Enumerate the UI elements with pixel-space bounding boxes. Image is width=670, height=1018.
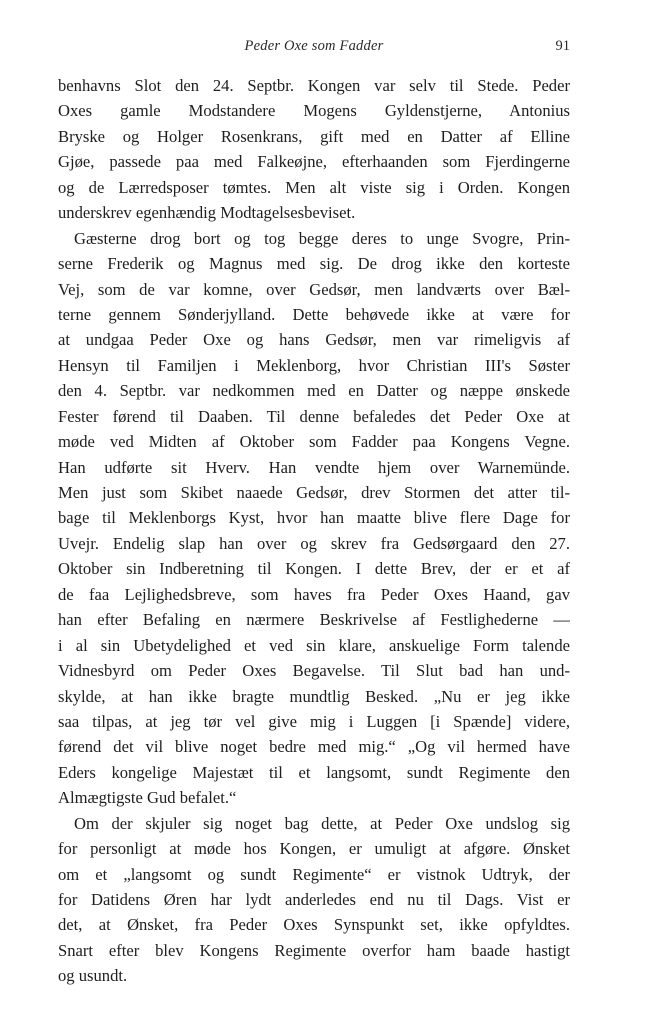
text-line: Gæsterne drog bort og tog begge deres to unge Svogre, Prin- xyxy=(74,228,570,248)
text-line: førend det vil blive noget bedre med mig.“ „Og vil hermed have xyxy=(58,737,570,757)
text-line: benhavns Slot den 24. Septbr. Kongen var selv til Stede. Peder xyxy=(58,76,570,95)
text-line: serne Frederik og Magnus med sig. De drog ikke den korteste xyxy=(58,254,570,274)
text-line: for Datidens Øren har lydt anderledes end nu til Dags. Vist er xyxy=(58,890,570,909)
paragraph xyxy=(58,73,570,226)
body-text xyxy=(58,73,570,989)
text-line: Vidnesbyrd om Peder Oxes Begavelse. Til Slut bad han und- xyxy=(58,661,570,681)
text-line: Oktober sin Indberetning til Kongen. I dette Brev, der er et af xyxy=(58,559,570,579)
text-line: Oxes gamle Modstandere Mogens Gyldenstjerne, Antonius xyxy=(58,101,570,121)
text-line: Gjøe, passede paa med Falkeøjne, efterhaanden som Fjerdingerne xyxy=(58,152,570,172)
text-line: bage til Meklenborgs Kyst, hvor han maatte blive flere Dage for xyxy=(58,508,570,528)
paragraph xyxy=(58,811,570,989)
running-title: Peder Oxe som Fadder xyxy=(244,38,384,54)
running-head xyxy=(58,38,570,58)
text-line: underskrev egenhændig Modtagelsesbeviset. xyxy=(58,203,356,223)
text-line: Bryske og Holger Rosenkrans, gift med en Datter af Elline xyxy=(58,126,570,146)
text-line: Snart efter blev Kongens Regimente overfor ham baade hastigt xyxy=(58,940,570,960)
text-line: Han udførte sit Hverv. Han vendte hjem over Warnemünde. xyxy=(58,457,570,477)
text-line: Vej, som de var komne, over Gedsør, men landværts over Bæl- xyxy=(58,279,570,299)
text-line: den 4. Septbr. var nedkommen med en Datter og næppe ønskede xyxy=(58,381,570,401)
text-line: Men just som Skibet naaede Gedsør, drev Stormen det atter til- xyxy=(58,483,570,502)
text-line: det, at Ønsket, fra Peder Oxes Synspunkt set, ikke opfyldtes. xyxy=(58,915,570,935)
text-line: Fester førend til Daaben. Til denne befaledes det Peder Oxe at xyxy=(58,406,570,426)
text-line: og de Lærredsposer tømtes. Men alt viste sig i Orden. Kongen xyxy=(58,177,570,197)
text-line: Hensyn til Familjen i Meklenborg, hvor Christian III's Søster xyxy=(58,355,570,375)
text-line: og usundt. xyxy=(58,966,128,986)
text-line: for personligt at møde hos Kongen, er umuligt at afgøre. Ønsket xyxy=(58,839,570,859)
text-line: de faa Lejlighedsbreve, som haves fra Peder Oxes Haand, gav xyxy=(58,584,570,604)
text-line: om et „langsomt og sundt Regimente“ er vistnok Udtryk, der xyxy=(58,864,570,884)
text-line: Almægtigste Gud befalet.“ xyxy=(58,788,237,808)
text-line: i al sin Ubetydelighed et ved sin klare, anskuelige Form talende xyxy=(58,635,570,655)
text-line: Eders kongelige Majestæt til et langsomt, sundt Regimente den xyxy=(58,762,570,782)
text-line: terne gennem Sønderjylland. Dette behøvede ikke at være for xyxy=(58,304,570,324)
text-line: han efter Befaling en nærmere Beskrivelse af Festlighederne — xyxy=(58,610,570,630)
text-line: saa tilpas, at jeg tør vel give mig i Luggen [i Spænde] videre, xyxy=(58,711,570,731)
text-line: skylde, at han ikke bragte mundtlig Besked. „Nu er jeg ikke xyxy=(58,686,570,706)
text-line: møde ved Midten af Oktober som Fadder paa Kongens Vegne. xyxy=(58,432,570,452)
paragraph xyxy=(58,226,570,811)
text-line: Uvejr. Endelig slap han over og skrev fra Gedsørgaard den 27. xyxy=(58,533,570,553)
text-line: Om der skjuler sig noget bag dette, at Peder Oxe undslog sig xyxy=(74,813,570,833)
page-number: 91 xyxy=(555,38,570,54)
text-line: at undgaa Peder Oxe og hans Gedsør, men var rimeligvis af xyxy=(58,330,570,350)
